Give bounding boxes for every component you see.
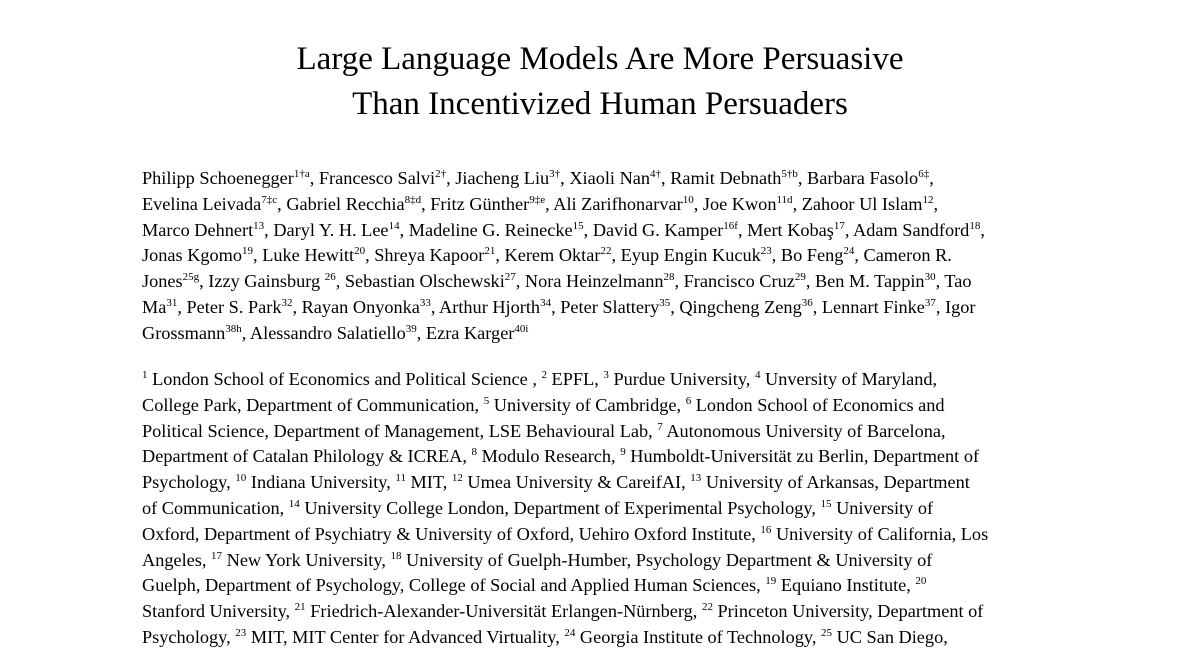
author-name: Jones [142, 271, 183, 292]
affiliation-marker: 5†b [781, 168, 798, 181]
affiliation-number: 21 [294, 601, 306, 614]
author-name: , Igor [935, 296, 976, 317]
title-line: Large Language Models Are More Persuasive [296, 41, 904, 77]
author-name: , Xiaoli Nan [560, 168, 651, 188]
author-name: , Shreya Kapoor [365, 245, 485, 266]
affiliation-text: MIT, [405, 472, 452, 493]
affiliation-text: Purdue University, [608, 369, 755, 389]
affiliation-marker: 15 [572, 219, 584, 232]
affiliation-text: Friedrich-Alexander-Universität Erlangen-Nürnberg, [305, 601, 702, 622]
paper-title [0, 37, 1200, 127]
author-name: , Bo Feng [771, 245, 844, 266]
affiliation-number: 23 [235, 627, 247, 640]
affiliation-number: 24 [564, 627, 576, 640]
affiliation-text: Unversity of Maryland, [760, 369, 938, 389]
author-name: , Ali Zarifhonarvar [545, 193, 683, 214]
affiliation-marker: 26 [324, 271, 336, 284]
affiliation-text: Princeton University, Department of [712, 601, 984, 622]
affiliation-line [142, 625, 1072, 648]
affiliation-text: University of Arkansas, Department [701, 472, 970, 493]
author-name: , Tao [935, 271, 972, 292]
author-name: , Lennart Finke [812, 296, 925, 317]
author-name: , Izzy Gainsburg [199, 271, 325, 292]
author-name: Evelina Leivada [142, 193, 262, 214]
author-name: , Ben M. Tappin [805, 271, 925, 292]
author-name: Jonas Kgomo [142, 245, 243, 266]
author-line [142, 243, 1072, 269]
author-name: Ma [142, 296, 167, 317]
author-list [142, 166, 1072, 347]
affiliation-marker: 37 [924, 297, 936, 310]
affiliation-text: Umea University & CareifAI, [462, 472, 691, 493]
affiliation-text: University of California, Los [771, 523, 989, 544]
author-name: , Zahoor Ul Islam [792, 193, 923, 214]
affiliation-marker: 27 [504, 271, 516, 284]
affiliation-marker: 22 [600, 245, 612, 258]
affiliation-line [142, 470, 1072, 496]
author-name: , Cameron R. [854, 245, 952, 266]
author-name: , Madeline G. Reinecke [399, 219, 573, 240]
author-name: , Ramit Debnath [661, 168, 782, 188]
affiliation-line [142, 548, 1072, 574]
affiliation-number: 25 [821, 627, 832, 640]
affiliation-number: 12 [451, 472, 463, 485]
affiliation-text: University of [831, 497, 934, 518]
affiliation-marker: 17 [833, 219, 845, 232]
affiliation-text: London School of Economics and Political Science , [147, 369, 542, 389]
author-name: , [929, 168, 934, 188]
affiliation-number: 1 [142, 369, 148, 382]
affiliation-number: 20 [915, 575, 927, 588]
affiliation-number: 7 [657, 420, 663, 433]
author-name: , Barbara Fasolo [797, 168, 919, 188]
author-name: , Alessandro Salatiello [241, 322, 406, 343]
affiliation-number: 9 [620, 446, 626, 459]
affiliation-line [142, 419, 1072, 445]
affiliation-number: 2 [541, 369, 547, 382]
affiliation-text: EPFL, [546, 369, 604, 389]
affiliation-marker: 7‡c [261, 193, 278, 206]
affiliation-text: Psychology, [142, 472, 236, 493]
affiliation-number: 8 [471, 446, 478, 459]
affiliation-number: 22 [701, 601, 713, 614]
author-name: , Nora Heinzelmann [515, 271, 664, 292]
author-line [142, 295, 1072, 321]
author-name: , Peter Slattery [551, 296, 660, 317]
affiliation-number: 15 [820, 498, 832, 511]
affiliation-list [142, 367, 1072, 648]
author-line [142, 192, 1072, 218]
affiliation-number: 5 [483, 394, 490, 407]
affiliation-marker: 28 [663, 271, 675, 284]
affiliation-number: 6 [685, 394, 692, 407]
affiliation-text: Department of Catalan Philology & ICREA, [142, 446, 472, 467]
affiliation-marker: 20 [354, 245, 366, 258]
author-name: , Luke Hewitt [253, 245, 355, 266]
affiliation-marker: 35 [659, 297, 671, 310]
affiliation-text: of Communication, [142, 497, 289, 518]
affiliation-marker: 32 [281, 297, 293, 310]
author-name: , Peter S. Park [177, 296, 282, 317]
affiliation-number: 14 [288, 498, 300, 511]
affiliation-text: Guelph, Department of Psychology, College of Social and Applied Human Sciences, [142, 575, 766, 596]
affiliation-marker: 25g [182, 271, 200, 284]
author-name: , Mert Kobaş [737, 219, 834, 240]
affiliation-text: University of Guelph-Humber, Psychology Department & University of [401, 549, 933, 570]
affiliation-text: UC San Diego, [832, 626, 948, 647]
author-name: Grossmann [142, 322, 226, 343]
affiliation-text: University of Cambridge, [489, 394, 686, 415]
affiliation-text: Autonomous University of Barcelona, [662, 420, 946, 441]
affiliation-text: Modulo Research, [477, 446, 621, 467]
affiliation-marker: 3† [549, 168, 561, 181]
affiliation-marker: 18 [969, 219, 981, 232]
author-name: , Jiacheng Liu [446, 168, 550, 188]
author-name: Philipp Schoenegger [142, 168, 294, 188]
author-line [142, 218, 1072, 244]
affiliation-marker: 38h [225, 322, 242, 335]
affiliation-number: 4 [754, 369, 761, 382]
affiliation-marker: 8‡d [404, 193, 422, 206]
affiliation-line [142, 367, 1072, 393]
affiliation-text: London School of Economics and [691, 394, 945, 415]
author-name: , Daryl Y. H. Lee [264, 219, 389, 240]
affiliation-text: MIT, MIT Center for Advanced Virtuality, [246, 626, 565, 647]
author-name: , Eyup Engin Kucuk [611, 245, 761, 266]
affiliation-marker: 14 [388, 219, 400, 232]
affiliation-marker: 23 [760, 245, 772, 258]
affiliation-text: University College London, Department of Experimental Psychology, [299, 497, 821, 518]
affiliation-marker: 6‡ [918, 168, 930, 181]
author-name: , [980, 219, 985, 240]
affiliation-marker: 10 [682, 193, 694, 206]
affiliation-text: Psychology, [142, 626, 236, 647]
affiliation-marker: 13 [253, 219, 265, 232]
affiliation-number: 11 [395, 472, 406, 485]
affiliation-number: 3 [603, 369, 609, 382]
author-name: , Adam Sandford [844, 219, 970, 240]
affiliation-text: Georgia Institute of Technology, [575, 626, 821, 647]
author-name: , [933, 193, 939, 214]
affiliation-marker: 2† [435, 168, 447, 181]
author-name: , Fritz Günther [421, 193, 530, 214]
author-name: , Rayan Onyonka [292, 296, 420, 317]
affiliation-number: 19 [765, 575, 777, 588]
affiliation-marker: 39 [405, 322, 417, 335]
affiliation-marker: 24 [843, 245, 855, 258]
author-line [142, 166, 1072, 192]
author-name: , David G. Kamper [583, 219, 724, 240]
affiliation-marker: 1†a [293, 168, 310, 181]
affiliation-text: College Park, Department of Communication, [142, 394, 484, 415]
affiliation-marker: 4† [650, 168, 662, 181]
author-name: , Gabriel Recchia [277, 193, 405, 214]
affiliation-line [142, 393, 1072, 419]
affiliation-marker: 40i [514, 322, 529, 335]
affiliation-number: 10 [235, 472, 247, 485]
affiliation-number: 16 [760, 523, 772, 536]
affiliation-marker: 11d [776, 193, 793, 206]
affiliation-line [142, 599, 1072, 625]
author-name: , Francisco Cruz [674, 271, 795, 292]
author-line [142, 321, 1072, 347]
affiliation-text: Humboldt-Universität zu Berlin, Department of [625, 446, 980, 467]
affiliation-text: New York University, [222, 549, 391, 570]
affiliation-number: 17 [211, 549, 223, 562]
affiliation-marker: 16f [723, 219, 738, 232]
affiliation-marker: 36 [801, 297, 813, 310]
affiliation-text: Political Science, Department of Management, LSE Behavioural Lab, [142, 420, 658, 441]
affiliation-marker: 29 [794, 271, 806, 284]
author-name: , Ezra Karger [416, 322, 515, 343]
affiliation-line [142, 496, 1072, 522]
affiliation-text: Angeles, [142, 549, 212, 570]
affiliation-number: 13 [690, 472, 702, 485]
affiliation-marker: 12 [922, 193, 934, 206]
affiliation-marker: 30 [924, 271, 936, 284]
affiliation-marker: 21 [484, 245, 496, 258]
author-name: , Sebastian Olschewski [335, 271, 505, 292]
author-name: , Kerem Oktar [495, 245, 601, 266]
affiliation-marker: 9‡e [529, 193, 546, 206]
affiliation-text: Stanford University, [142, 601, 295, 622]
affiliation-line [142, 573, 1072, 599]
author-name: , Joe Kwon [693, 193, 777, 214]
affiliation-text: Equiano Institute, [776, 575, 916, 596]
affiliation-marker: 19 [242, 245, 254, 258]
affiliation-text: Indiana University, [246, 472, 396, 493]
affiliation-text: Oxford, Department of Psychiatry & University of Oxford, Uehiro Oxford Institute, [142, 523, 761, 544]
affiliation-line [142, 522, 1072, 548]
author-name: Marco Dehnert [142, 219, 254, 240]
title-line: Than Incentivized Human Persuaders [352, 86, 848, 122]
affiliation-number: 18 [390, 549, 402, 562]
author-name: , Francesco Salvi [309, 168, 436, 188]
affiliation-marker: 34 [540, 297, 552, 310]
affiliation-marker: 31 [166, 297, 178, 310]
affiliation-line [142, 444, 1072, 470]
author-line [142, 269, 1072, 295]
author-name: , Qingcheng Zeng [670, 296, 802, 317]
author-name: , Arthur Hjorth [430, 296, 541, 317]
affiliation-marker: 33 [419, 297, 431, 310]
